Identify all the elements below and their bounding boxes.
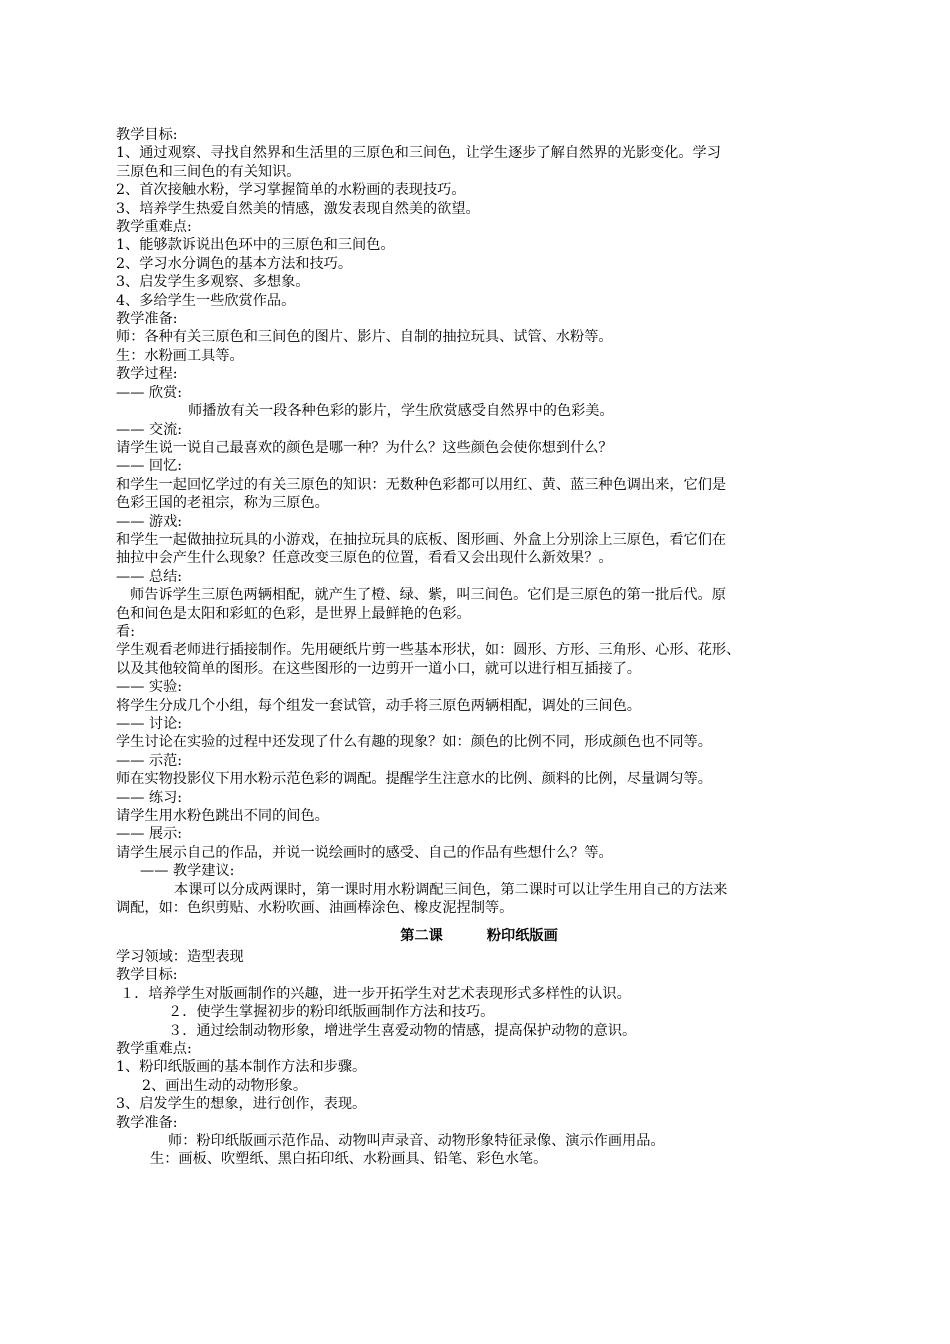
key-point-3: 3、启发学生多观察、多想象。 — [116, 274, 310, 291]
goal-1-line-b: 三原色和三间色的有关知识。 — [116, 163, 301, 180]
lesson-2-goal-2: ２．使学生掌握初步的粉印纸版画制作方法和技巧。 — [168, 1004, 495, 1021]
step-exchange-text: 请学生说一说自己最喜欢的颜色是哪一种？为什么？这些颜色会使你想到什么？ — [116, 439, 613, 456]
lesson-2-title: 粉印纸版画 — [486, 928, 558, 945]
step-game-text-b: 抽拉中会产生什么现象？任意改变三原色的位置，看看又会出现什么新效果？。 — [116, 550, 613, 567]
key-point-1: 1、能够款诉说出色环中的三原色和三间色。 — [116, 237, 395, 254]
step-appreciate-text: 师播放有关一段各种色彩的影片，学生欣赏感受自然界中的色彩美。 — [188, 403, 614, 420]
key-point-4: 4、多给学生一些欣赏作品。 — [116, 292, 296, 309]
step-demo-title: —— 示范: — [116, 752, 183, 769]
lesson-2-prep-teacher: 师：粉印纸版画示范作品、动物叫声录音、动物形象特征录像、演示作画用品。 — [168, 1132, 665, 1149]
lesson-2-goal-3: ３．通过绘制动物形象，增进学生喜爱动物的情感，提高保护动物的意识。 — [168, 1022, 637, 1039]
lesson-2-key-1: 1、粉印纸版画的基本制作方法和步骤。 — [116, 1059, 367, 1076]
step-recall-text-b: 色彩王国的老祖宗，称为三原色。 — [116, 495, 329, 512]
lesson-2-number: 第二课 — [400, 928, 443, 945]
document-page — [116, 126, 842, 1169]
lesson-2-heading — [116, 927, 842, 945]
step-watch-text-b: 以及其他较简单的图形。在这些图形的一边剪开一道小口，就可以进行相互插接了。 — [116, 660, 641, 677]
step-display-text: 请学生展示自己的作品，并说一说绘画时的感受、自己的作品有些想什么？等。 — [116, 844, 613, 861]
step-game-title: —— 游戏: — [116, 513, 183, 530]
step-exchange-title: —— 交流: — [116, 421, 183, 438]
step-demo-text: 师在实物投影仪下用水粉示范色彩的调配。提醒学生注意水的比例、颜料的比例，尽量调匀等。 — [116, 771, 712, 788]
step-suggestion-text-b: 调配，如：色织剪贴、水粉吹画、油画棒涂色、橡皮泥捏制等。 — [116, 900, 514, 917]
step-appreciate-title: —— 欣赏: — [116, 384, 183, 401]
step-summary-text-b: 色和间色是太阳和彩虹的色彩，是世界上最鲜艳的色彩。 — [116, 605, 471, 622]
step-recall-title: —— 回忆: — [116, 458, 183, 475]
lesson-2-prep-heading: 教学准备: — [116, 1114, 178, 1131]
lesson-2-domain: 学习领域：造型表现 — [116, 948, 244, 965]
goal-3: 3、培养学生热爱自然美的情感，激发表现自然美的欲望。 — [116, 200, 480, 217]
lesson-2-key-heading: 教学重难点: — [116, 1040, 192, 1057]
step-recall-text-a: 和学生一起回忆学过的有关三原色的知识：无数种色彩都可以用红、黄、蓝三种色调出来，它们是 — [116, 476, 727, 493]
goal-2: 2、首次接触水粉，学习掌握简单的水粉画的表现技巧。 — [116, 182, 466, 199]
lesson-2-key-3: 3、启发学生的想象，进行创作，表现。 — [116, 1096, 367, 1113]
goals-heading: 教学目标: — [116, 127, 178, 143]
goal-1-line-a: 1、通过观察、寻找自然界和生活里的三原色和三间色，让学生逐步了解自然界的光影变化。学习 — [116, 145, 721, 162]
step-experiment-text: 将学生分成几个小组，每个组发一套试管，动手将三原色两辆相配，调处的三间色。 — [116, 697, 641, 714]
step-summary-title: —— 总结: — [116, 568, 183, 585]
lesson-2-goal-1: １．培养学生对版画制作的兴趣，进一步开拓学生对艺术表现形式多样性的认识。 — [120, 985, 631, 1002]
step-discuss-title: —— 讨论: — [116, 716, 183, 732]
preparation-teacher: 师：各种有关三原色和三间色的图片、影片、自制的抽拉玩具、试管、水粉等。 — [116, 329, 613, 346]
step-practice-title: —— 练习: — [116, 789, 183, 806]
step-display-title: —— 展示: — [116, 826, 183, 843]
step-summary-text-a: 师告诉学生三原色两辆相配，就产生了橙、绿、紫，叫三间色。它们是三原色的第一批后代。原 — [130, 587, 726, 604]
key-points-heading: 教学重难点: — [116, 219, 192, 236]
lesson-2-prep-student: 生：画板、吹塑纸、黑白拓印纸、水粉画具、铅笔、彩色水笔。 — [150, 1151, 548, 1168]
step-experiment-title: —— 实验: — [116, 679, 183, 696]
preparation-student: 生：水粉画工具等。 — [116, 347, 244, 364]
step-watch-text-a: 学生观看老师进行插接制作。先用硬纸片剪一些基本形状，如：圆形、方形、三角形、心形、花形、 — [116, 642, 741, 659]
process-heading: 教学过程: — [116, 366, 178, 383]
key-point-2: 2、学习水分调色的基本方法和技巧。 — [116, 255, 353, 272]
step-game-text-a: 和学生一起做抽拉玩具的小游戏，在抽拉玩具的底板、图形画、外盒上分别涂上三原色，看它们在 — [116, 531, 727, 548]
lesson-2-goals-heading: 教学目标: — [116, 967, 178, 984]
step-practice-text: 请学生用水粉色跳出不同的间色。 — [116, 808, 329, 825]
step-discuss-text: 学生讨论在实验的过程中还发现了什么有趣的现象？如：颜色的比例不同，形成颜色也不同等。 — [116, 734, 712, 751]
step-suggestion-text-a: 本课可以分成两课时，第一课时用水粉调配三间色，第二课时可以让学生用自己的方法来 — [174, 881, 728, 898]
lesson-2-key-2: 2、画出生动的动物形象。 — [142, 1077, 308, 1094]
preparation-heading: 教学准备: — [116, 311, 178, 328]
step-watch-title: 看: — [116, 623, 135, 640]
step-suggestion-title: —— 教学建议: — [140, 863, 235, 880]
